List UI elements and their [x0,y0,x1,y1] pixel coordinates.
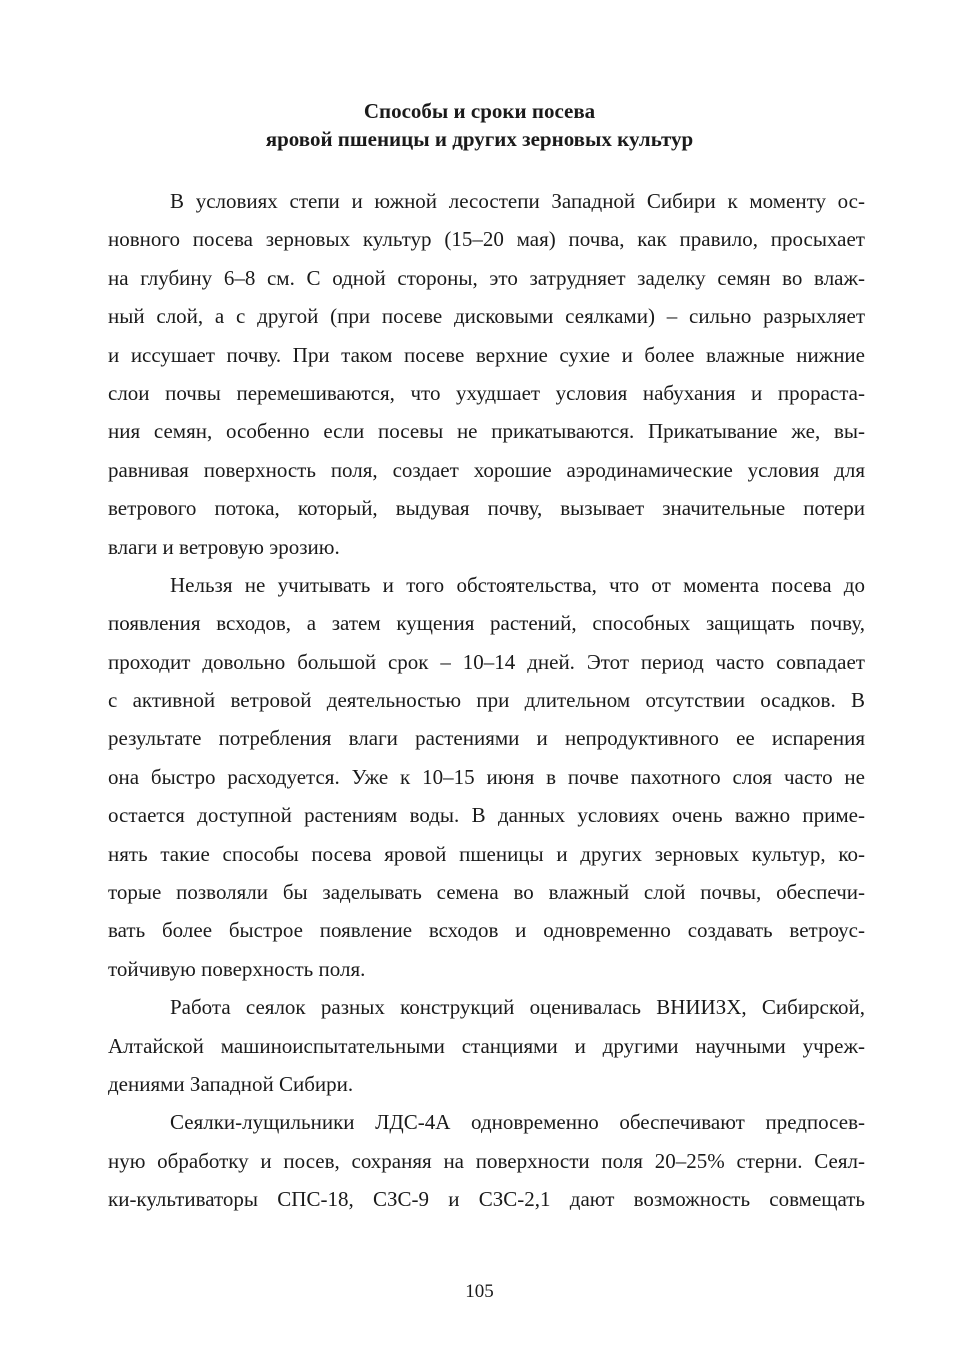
text-line: Нельзя не учитывать и того обстоятельства, что от момента посева до [170,572,865,597]
body-text [108,182,865,1219]
text-line: равнивая поверхность поля, создает хорошие аэродинамические условия для [108,457,865,482]
paragraph [108,988,865,1103]
text-line: Алтайской машиноиспытательными станциями и другими научными учреж- [108,1033,865,1058]
text-line: проходит довольно большой срок – 10–14 дней. Этот период часто совпадает [108,649,865,674]
title-line-1: Способы и сроки посева [363,99,596,123]
text-line: слои почвы перемешиваются, что ухудшает условия набухания и прораста- [108,380,865,405]
text-line: дениями Западной Сибири. [108,1071,354,1096]
text-line: влаги и ветровую эрозию. [108,534,340,559]
text-line: ную обработку и посев, сохраняя на поверхности поля 20–25% стерни. Сеял- [108,1148,865,1173]
page-number: 105 [465,1281,494,1302]
text-line: ки-культиваторы СПС-18, СЗС-9 и СЗС-2,1 дают возможность совмещать [108,1187,865,1212]
text-line: нять такие способы посева яровой пшеницы и других зерновых культур, ко- [108,841,865,866]
text-line: с активной ветровой деятельностью при длительном отсутствии осадков. В [108,688,865,713]
text-line: на глубину 6–8 см. С одной стороны, это затрудняет заделку семян во влаж- [108,265,865,290]
paragraph [108,1103,865,1218]
text-line: новного посева зерновых культур (15–20 мая) почва, как правило, просыхает [108,227,865,252]
paragraph [108,566,865,988]
paragraph [108,182,865,566]
text-line: ный слой, а с другой (при посеве дисковыми сеялками) – сильно разрыхляет [108,304,865,329]
text-line: Работа сеялок разных конструкций оценивалась ВНИИЗХ, Сибирской, [170,995,865,1020]
text-line: торые позволяли бы заделывать семена во влажный слой почвы, обеспечи- [108,880,865,905]
text-line: ния семян, особенно если посевы не прикатываются. Прикатывание же, вы- [108,419,865,444]
text-line: результате потребления влаги растениями и непродуктивного ее испарения [108,726,865,751]
text-line: она быстро расходуется. Уже к 10–15 июня в почве пахотного слоя часто не [108,764,865,789]
text-line: В условиях степи и южной лесостепи Западной Сибири к моменту ос- [170,189,865,213]
text-line: ветрового потока, который, выдувая почву, вызывает значительные потери [108,496,865,521]
text-line: и иссушает почву. При таком посеве верхние сухие и более влажные нижние [108,342,865,367]
text-line: тойчивую поверхность поля. [108,956,366,981]
title-line-2: яровой пшеницы и других зерновых культур [265,127,694,151]
text-line: появления всходов, а затем кущения растений, способных защищать почву, [108,611,865,636]
text-line: вать более быстрое появление всходов и одновременно создавать ветроус- [108,918,865,943]
page-title [0,97,959,153]
text-line: остается доступной растениям воды. В данных условиях очень важно приме- [108,803,865,828]
text-line: Сеялки-лущильники ЛДС-4А одновременно обеспечивают предпосев- [170,1110,865,1135]
